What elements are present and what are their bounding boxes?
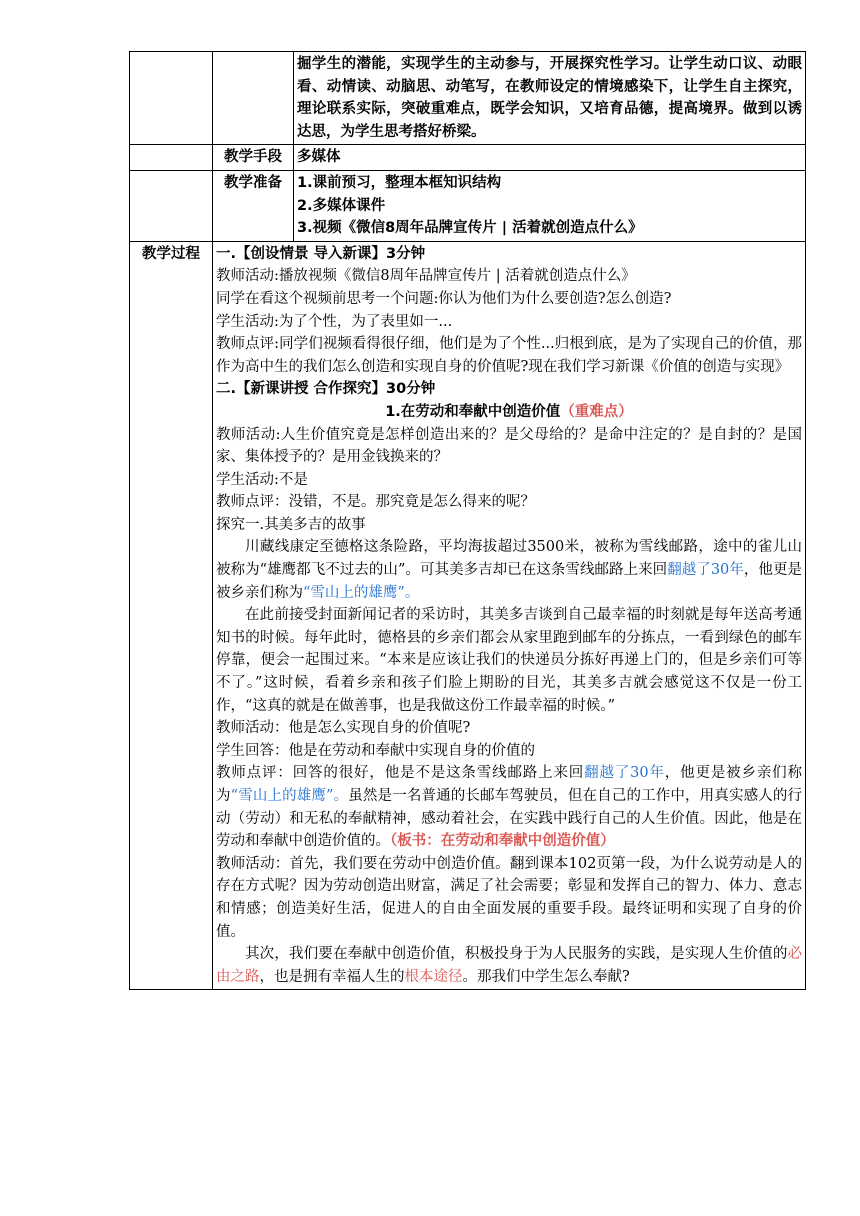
highlight-text: 翻越了30年 [667, 562, 744, 579]
final-text: 。那我们中学生怎么奉献? [462, 968, 630, 985]
final-paragraph [216, 943, 802, 988]
means-value: 多媒体 [294, 145, 806, 171]
final-text: ，也是拥有幸福人生的 [259, 968, 405, 985]
process-cell [213, 241, 806, 990]
paragraph: 探究一.其美多吉的故事 [216, 516, 366, 533]
final-text: 其次，我们要在奉献中创造价值，积极投身于为人民服务的实践，是实现人生价值的 [245, 946, 788, 963]
highlight-text: 根本途径 [404, 968, 463, 985]
empty-cell [130, 170, 213, 241]
empty-cell [130, 52, 213, 145]
prep-cell [294, 170, 806, 241]
subsection-title-text: 1.在劳动和奉献中创造价值 [385, 403, 561, 420]
paragraph: 教师点评：没错，不是。那究竟是怎么得来的呢？ [216, 494, 535, 511]
comment-text: ，他更是被乡亲们称为 [216, 765, 803, 804]
paragraph: 学生回答：他是在劳动和奉献中实现自身的价值的 [216, 742, 535, 759]
paragraph: 教师活动：首先，我们要在劳动中创造价值。翻到课本102页第一段，为什么说劳动是人的存在方式呢？因为劳动创造出财富，满足了社会需要；彰显和发挥自己的智力、体力、意志和情感；创造美好生活，促进人的自由全面发展的重要手段。最终证明和实现了自身的价值。 [216, 855, 802, 940]
story-paragraph: 在此前接受封面新闻记者的采访时，其美多吉谈到自己最幸福的时刻就是每年送高考通知书的时候。每年此时，德格县的乡亲们都会从家里跑到邮车的分拣点，一看到绿色的邮车停靠，便会一起围过来。“本来是应该让我们的快递员分拣好再递上门的，但是乡亲们可等不了。”这时候，看着乡亲和孩子们脸上期盼的目光，其美多吉就会感觉这不仅是一份工作，“这真的就是在做善事，也是我做这份工作最幸福的时候。” [216, 607, 802, 714]
means-label: 教学手段 [213, 145, 294, 171]
story-text: ，他更是被乡亲们称为 [216, 562, 803, 601]
prep-item: 3.视频《微信8周年品牌宣传片 | 活着就创造点什么》 [297, 220, 643, 237]
paragraph: 同学在看这个视频前思考一个问题:你认为他们为什么要创造?怎么创造? [216, 290, 672, 307]
method-paragraph: 掘学生的潜能，实现学生的主动参与，开展探究性学习。让学生动口议、动眼看、动情读、动脑思、动笔写，在教师设定的情境感染下，让学生自主探究，理论联系实际，突破重难点，既学会知识，又培育品德，提高境界。做到以诱达思，为学生思考搭好桥梁。 [297, 56, 802, 140]
highlight-text: “雪山上的雄鹰”。 [303, 584, 420, 601]
table-row [130, 52, 806, 145]
empty-cell [213, 52, 294, 145]
process-label: 教学过程 [130, 241, 213, 990]
paragraph: 教师活动：他是怎么实现自身的价值呢? [216, 720, 471, 737]
board-note: （板书：在劳动和奉献中创造价值） [390, 832, 615, 850]
comment-text: 虽然是一名普通的长邮车驾驶员，但在自己的工作中，用真实感人的行动（劳动）和无私的奉献精神，感动着社会，在实践中践行自己的人生价值。因此，他是在劳动和奉献中创造价值的。 [216, 788, 803, 850]
table-row [130, 170, 806, 241]
section-2-title: 二.【新课讲授 合作探究】30分钟 [216, 381, 436, 398]
section-1-title: 一.【创设情景 导入新课】3分钟 [216, 245, 426, 262]
story-text: 川藏线康定至德格这条险路，平均海拔超过3500米，被称为雪线邮路，途中的雀儿山被称为“雄鹰都飞不过去的山”。可其美多吉却已在这条雪线邮路上来回 [216, 539, 802, 579]
paragraph: 教师活动:人生价值究竟是怎样创造出来的？是父母给的？是命中注定的？是自封的？是国家、集体授予的？是用金钱换来的？ [216, 426, 802, 466]
lesson-plan-table [129, 51, 806, 990]
story-paragraph [216, 536, 802, 604]
highlight-text: 必由之路 [216, 946, 802, 985]
paragraph: 学生活动:为了个性，为了表里如一... [216, 313, 453, 330]
paragraph: 教师点评:同学们视频看得很仔细，他们是为了个性...归根到底，是为了实现自己的价值，那作为高中生的我们怎么创造和实现自身的价值呢?现在我们学习新课《价值的创造与实现》 [216, 336, 802, 375]
subsection-title [216, 401, 802, 424]
paragraph: 教师活动:播放视频《微信8周年品牌宣传片 | 活着就创造点什么》 [216, 268, 636, 285]
comment-text: 教师点评：回答的很好，他是不是这条雪线邮路上来回 [216, 765, 585, 782]
table-row [130, 145, 806, 171]
prep-label: 教学准备 [213, 170, 294, 241]
comment-paragraph [216, 762, 802, 852]
highlight-text: 翻越了30年 [584, 765, 665, 782]
prep-item: 2.多媒体课件 [297, 197, 386, 214]
highlight-text: “雪山上的雄鹰”。 [230, 788, 349, 804]
prep-item: 1.课前预习，整理本框知识结构 [297, 174, 502, 191]
method-cell [294, 52, 806, 145]
empty-cell [130, 145, 213, 171]
key-point-tag: （重难点） [560, 402, 633, 420]
paragraph: 学生活动:不是 [216, 471, 308, 488]
table-row [130, 241, 806, 990]
